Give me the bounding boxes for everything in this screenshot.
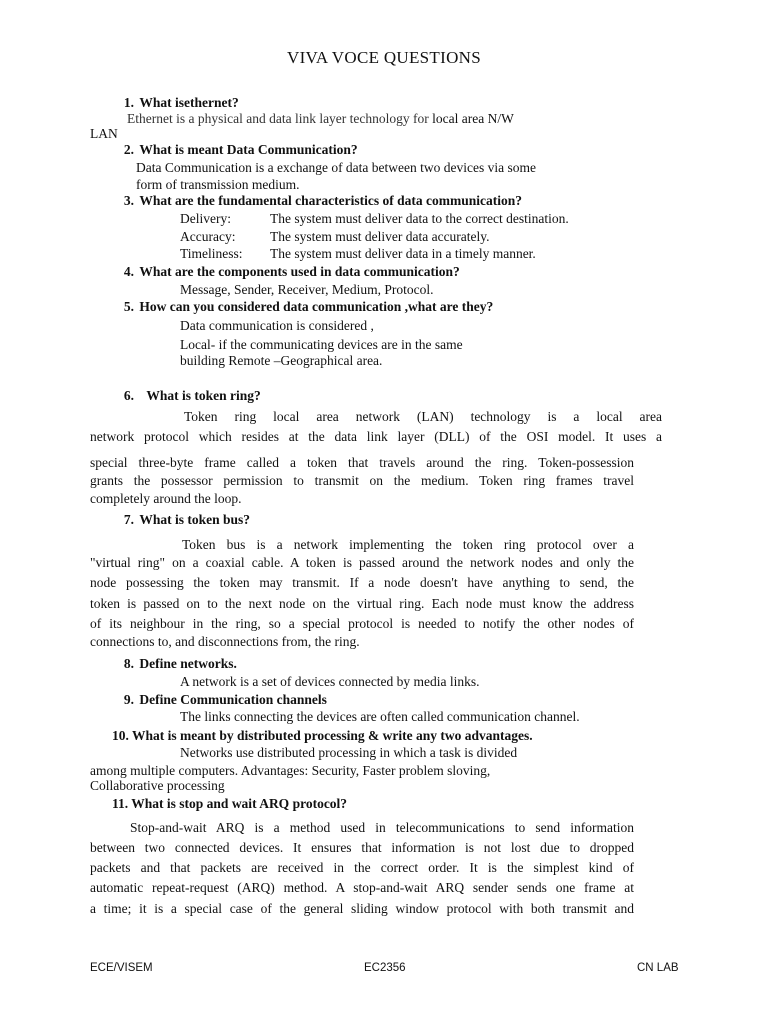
- question-text: What isethernet?: [139, 95, 239, 110]
- answer-10-line-3: Collaborative processing: [90, 778, 225, 793]
- answer-1-line-2: LAN: [90, 126, 118, 141]
- question-6: [112, 388, 261, 404]
- question-text: What are the fundamental characteristics of data communication?: [139, 193, 522, 208]
- question-number: 3.: [123, 193, 134, 208]
- paragraph-line: token is passed on to the next node on the virtual ring. Each node must know the address: [90, 596, 634, 611]
- characteristic-desc: The system must deliver data in a timely manner.: [270, 246, 536, 261]
- question-text: What is meant Data Communication?: [139, 142, 358, 157]
- answer-9: The links connecting the devices are often called communication channel.: [180, 709, 580, 724]
- question-text: Define Communication channels: [139, 692, 327, 707]
- answer-5-line-1: Data communication is considered ,: [180, 318, 374, 333]
- answer-1-line-1: [127, 111, 514, 127]
- question-3: [112, 193, 522, 209]
- answer-5-line-3: building Remote –Geographical area.: [180, 353, 383, 368]
- characteristic-term: Accuracy:: [180, 229, 236, 244]
- question-text: What are the components used in data communication?: [139, 264, 460, 279]
- paragraph-line: connections to, and disconnections from, the ring.: [90, 634, 360, 649]
- question-1: [112, 95, 239, 111]
- paragraph-line: a time; it is a special case of the general sliding window protocol with both transmit and: [90, 901, 634, 916]
- question-number: 7.: [123, 512, 134, 527]
- question-number: 9.: [123, 692, 134, 707]
- question-number: 10.: [112, 728, 129, 743]
- paragraph-line: Token bus is a network implementing the token ring protocol over a: [182, 537, 634, 552]
- characteristic-desc: The system must deliver data to the correct destination.: [270, 211, 569, 226]
- question-text: Define networks.: [139, 656, 237, 671]
- question-number: 4.: [123, 264, 134, 279]
- paragraph-line: grants the possessor permission to transmit on the medium. Token ring frames travel: [90, 473, 634, 488]
- characteristic-term: Delivery:: [180, 211, 231, 226]
- characteristic-row: [180, 229, 490, 245]
- question-8: [112, 656, 237, 672]
- answer-5-line-2: Local- if the communicating devices are in the same: [180, 337, 463, 352]
- question-text: What is token bus?: [139, 512, 251, 527]
- paragraph-line: of its neighbour in the ring, so a special protocol is needed to notify the other nodes of: [90, 616, 634, 631]
- paragraph-line: packets and that packets are received in the correct order. It is the simplest kind of: [90, 860, 634, 875]
- paragraph-line: Stop-and-wait ARQ is a method used in telecommunications to send information: [130, 820, 634, 835]
- answer-2-line-2: form of transmission medium.: [136, 177, 300, 192]
- question-5: [112, 299, 493, 315]
- question-9: [112, 692, 327, 708]
- characteristic-row: [180, 246, 536, 262]
- question-text: How can you considered data communication ,what are they?: [139, 299, 494, 314]
- characteristic-desc: The system must deliver data accurately.: [270, 229, 490, 244]
- characteristic-row: [180, 211, 569, 227]
- footer-left: ECE/VISEM: [90, 962, 153, 974]
- paragraph-line: network protocol which resides at the data link layer (DLL) of the OSI model. It uses a: [90, 429, 662, 444]
- question-text: What is meant by distributed processing & write any two advantages.: [132, 728, 533, 743]
- question-number: 11.: [112, 796, 129, 811]
- characteristic-term: Timeliness:: [180, 246, 243, 261]
- paragraph-line: special three-byte frame called a token that travels around the ring. Token-possession: [90, 455, 634, 470]
- paragraph-line: between two connected devices. It ensures that information is not lost due to dropped: [90, 840, 634, 855]
- answer-10-line-2: among multiple computers. Advantages: Security, Faster problem sloving,: [90, 763, 491, 778]
- question-10: [112, 728, 533, 744]
- question-text: What is token ring?: [146, 388, 261, 403]
- question-4: [112, 264, 460, 280]
- paragraph-line: "virtual ring" on a coaxial cable. A token is passed around the network nodes and only the: [90, 555, 634, 570]
- paragraph-line: Token ring local area network (LAN) technology is a local area: [184, 409, 662, 424]
- paragraph-line: completely around the loop.: [90, 491, 242, 506]
- question-number: 1.: [123, 95, 134, 110]
- question-text: What is stop and wait ARQ protocol?: [131, 796, 348, 811]
- answer-2-line-1: Data Communication is a exchange of data between two devices via some: [136, 160, 536, 175]
- question-number: 8.: [123, 656, 134, 671]
- question-11: [112, 796, 347, 812]
- answer-4: Message, Sender, Receiver, Medium, Protocol.: [180, 282, 434, 297]
- question-number: 5.: [123, 299, 134, 314]
- answer-text: local area N/W: [432, 111, 514, 126]
- answer-8: A network is a set of devices connected by media links.: [180, 674, 480, 689]
- paragraph-line: node possessing the token may transmit. If a node doesn't have anything to send, the: [90, 575, 634, 590]
- question-number: 2.: [123, 142, 134, 157]
- footer-right: CN LAB: [637, 962, 679, 974]
- answer-10-line-1: Networks use distributed processing in which a task is divided: [180, 745, 518, 760]
- answer-text: Ethernet is a physical and data link layer technology for: [127, 111, 429, 126]
- question-7: [112, 512, 250, 528]
- page-title: VIVA VOCE QUESTIONS: [287, 48, 481, 67]
- question-2: [112, 142, 358, 158]
- question-number: 6.: [123, 388, 134, 403]
- footer-center: EC2356: [364, 962, 406, 974]
- paragraph-line: automatic repeat-request (ARQ) method. A stop-and-wait ARQ sender sends one frame at: [90, 880, 634, 895]
